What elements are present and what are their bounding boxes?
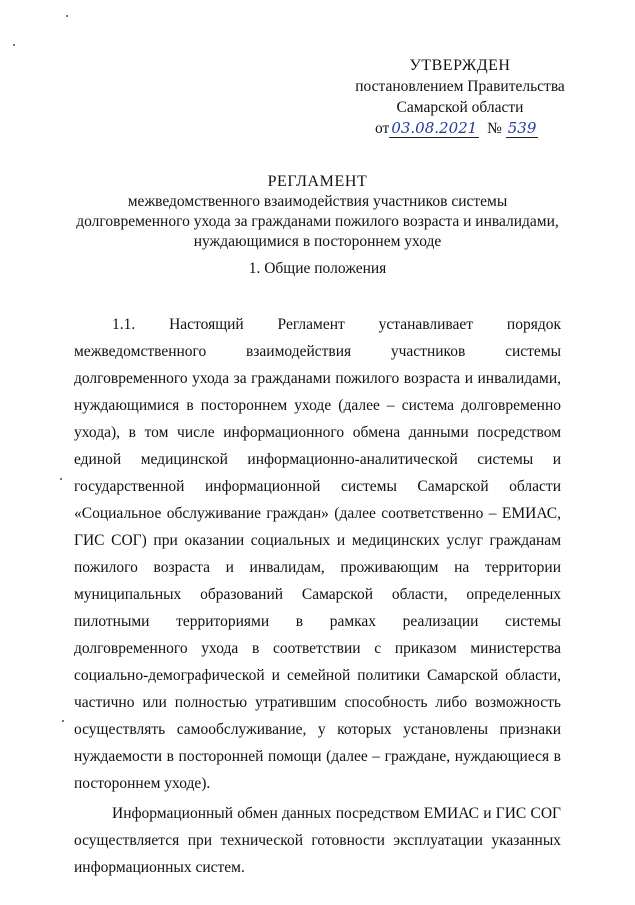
paragraph-2: Информационный обмен данных посредством ЕМИАС и ГИС СОГ осуществляется при технической готовности эксплуатации указанных информационных систем.: [74, 805, 561, 876]
scan-speck: [62, 720, 64, 722]
date-prefix: от: [375, 120, 390, 137]
handwritten-date: 03.08.2021: [391, 119, 478, 137]
approval-title: УТВЕРЖДЕН: [409, 57, 511, 74]
document-subtitle-line-1: межведомственного взаимодействия участников системы: [127, 193, 508, 210]
approval-stamp: [340, 55, 580, 139]
approval-date-line: [340, 118, 580, 139]
document-subtitle-line-2: долговременного ухода за гражданами пожилого возраста и инвалидами,: [76, 213, 559, 230]
scan-speck: [60, 478, 62, 480]
document-title-block: [60, 172, 575, 252]
paragraph-1: 1.1. Настоящий Регламент устанавливает порядок межведомственного взаимодействия участников системы долговременного ухода за гражданами пожилого возраста и инвалидами, нуждающимися в постороннем уходе (далее – система долговременно ухода), в том числе информационного обмена данными посредством единой медицинской информационно-аналитической системы и государственной информационной системы Самарской области «Социальное обслуживание граждан» (далее соответственно – ЕМИАС, ГИС СОГ) при оказании социальных и медицинских услуг гражданам пожилого возраста и инвалидам, проживающим на территории муниципальных образований Самарской области, определенных пилотными территориями в рамках реализации системы долговременного ухода в соответствии с приказом министерства социально-демографической и семейной политики Самарской области, частично или полностью утратившим способность либо возможность осуществлять самообслуживание, у которых установлены признаки нуждаемости в посторонней помощи (далее – граждане, нуждающиеся в постороннем уходе).: [74, 316, 561, 792]
section-title: 1. Общие положения: [248, 260, 387, 277]
scan-speck: [66, 15, 68, 17]
scan-speck: [13, 44, 15, 46]
handwritten-number: 539: [507, 119, 537, 137]
document-subtitle-line-3: нуждающимися в постороннем уходе: [193, 233, 442, 250]
approval-line-1: постановлением Правительства: [355, 78, 565, 95]
number-label: №: [487, 120, 502, 137]
document-body: [74, 311, 561, 881]
document-heading: РЕГЛАМЕНТ: [267, 173, 368, 190]
approval-line-2: Самарской области: [396, 99, 524, 116]
